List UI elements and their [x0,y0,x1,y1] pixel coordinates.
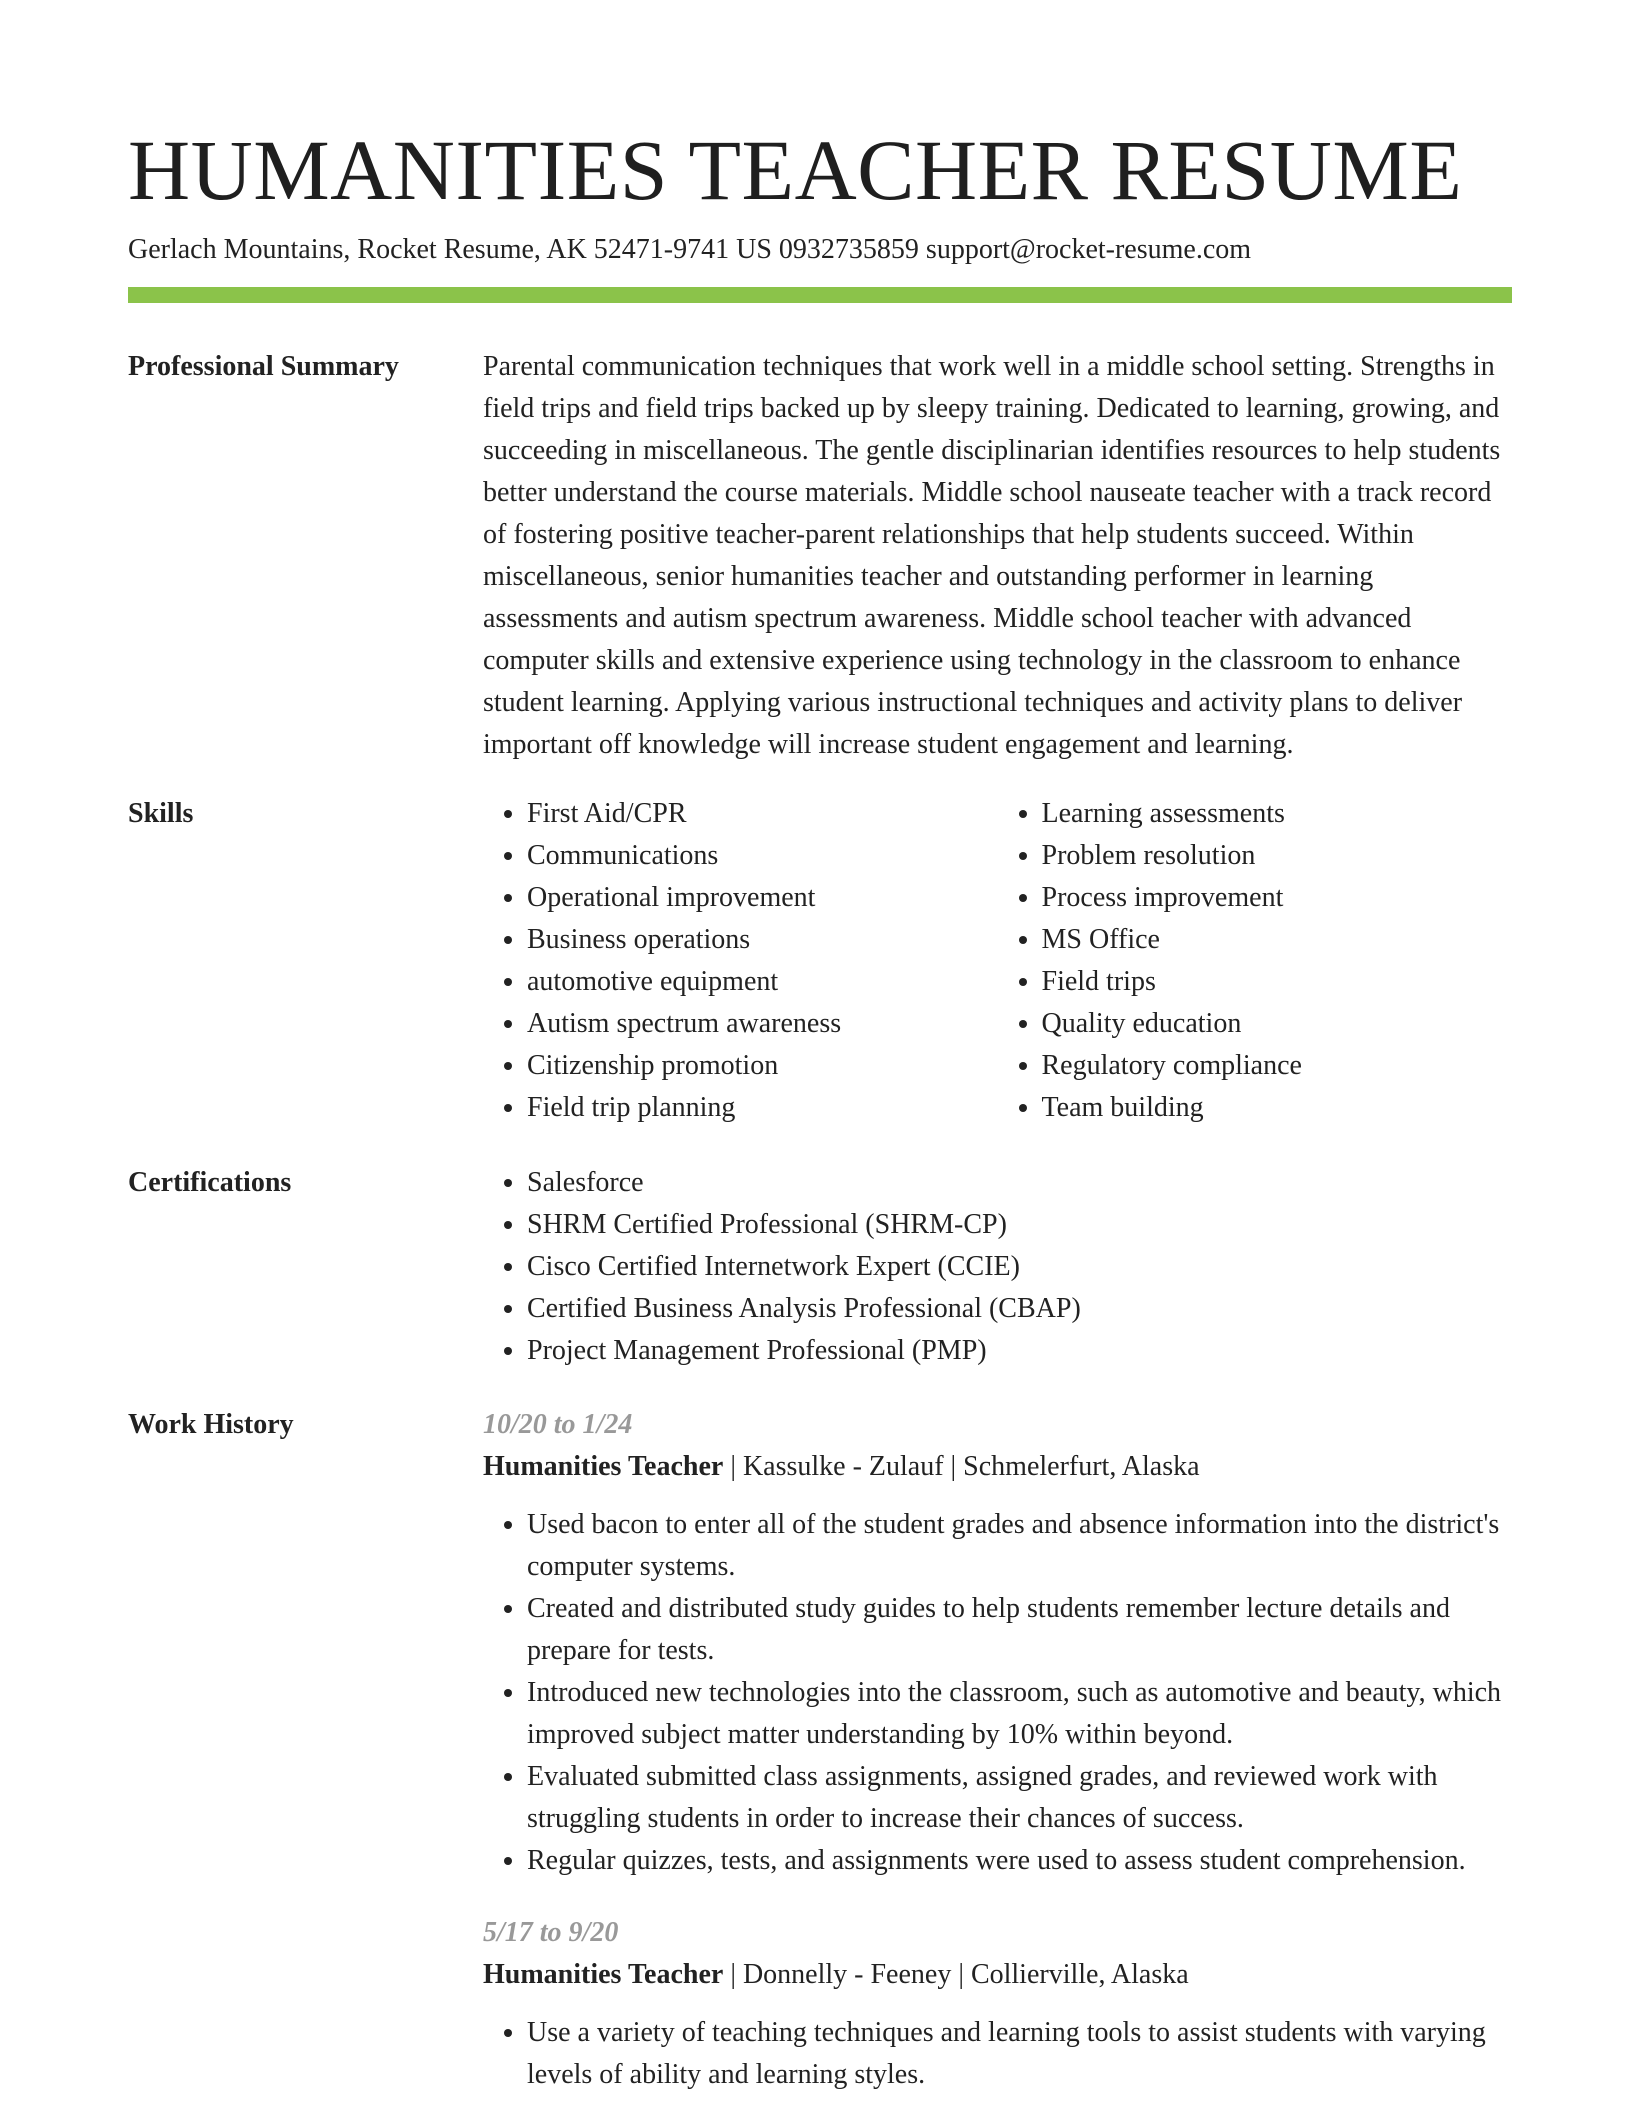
list-item: • Business operations [527,919,998,961]
job-dates: 10/20 to 1/24 [483,1409,633,1440]
job-details: | Kassulke - Zulauf | Schmelerfurt, Alaska [723,1451,1200,1482]
list-item: • First Aid/CPR [527,793,998,835]
list-item: • Evaluated submitted class assignments, assigned grades, and reviewed work with struggling students in order to increase their chances of success. [527,1756,1512,1840]
list-item: • Used bacon to enter all of the student grades and absence information into the district's computer systems. [527,1504,1512,1588]
job-bullets [483,2012,1512,2096]
list-item: • automotive equipment [527,961,998,1003]
list-item: • Salesforce [527,1162,1512,1204]
resume-title: HUMANITIES TEACHER RESUME [128,122,1463,218]
list-item: • Field trips [1042,961,1513,1003]
certifications-heading: Certifications [128,1167,292,1198]
list-item: • Cisco Certified Internetwork Expert (CCIE) [527,1246,1512,1288]
list-item: • SHRM Certified Professional (SHRM-CP) [527,1204,1512,1246]
skills-heading: Skills [128,798,194,829]
list-item: • Quality education [1042,1003,1513,1045]
job-dates: 5/17 to 9/20 [483,1917,619,1948]
list-item: • Process improvement [1042,877,1513,919]
certifications-list [483,1162,1512,1372]
list-item: • Introduced new technologies into the classroom, such as automotive and beauty, which improved subject matter understanding by 10% within beyond. [527,1672,1512,1756]
list-item: • Operational improvement [527,877,998,919]
job-heading [483,1446,1512,1488]
contact-line: Gerlach Mountains, Rocket Resume, AK 52471-9741 US 0932735859 support@rocket-resume.com [128,234,1252,265]
list-item: • Regular quizzes, tests, and assignments were used to assess student comprehension. [527,1840,1512,1882]
list-item: • MS Office [1042,919,1513,961]
list-item: • Use a variety of teaching techniques and learning tools to assist students with varying levels of ability and learning styles. [527,2012,1512,2096]
list-item: • Communications [527,835,998,877]
skills-list-left [483,793,998,1129]
summary-text: Parental communication techniques that work well in a middle school setting. Strengths in field trips and field trips backed up by sleepy training. Dedicated to learning, growing, and succeeding in miscellaneous. The gentle disciplinarian identifies resources to help students better understand the course materials. Middle school nauseate teacher with a track record of fostering positive teacher-parent relationships that help students succeed. Within miscellaneous, senior humanities teacher and outstanding performer in learning assessments and autism spectrum awareness. Middle school teacher with advanced computer skills and extensive experience using technology in the classroom to enhance student learning. Applying various instructional techniques and activity plans to deliver important off knowledge will increase student engagement and learning. [483,351,1501,760]
certifications-body [483,1162,1512,1372]
summary-body [483,346,1512,766]
list-item: • Field trip planning [527,1087,998,1129]
list-item: • Regulatory compliance [1042,1045,1513,1087]
skills-list-right [998,793,1513,1129]
summary-heading: Professional Summary [128,351,399,382]
job-title: Humanities Teacher [483,1959,724,1990]
list-item: • Team building [1042,1087,1513,1129]
job-entry [483,1912,1512,2096]
list-item: • Created and distributed study guides to help students remember lecture details and prepare for tests. [527,1588,1512,1672]
list-item: • Citizenship promotion [527,1045,998,1087]
list-item: • Learning assessments [1042,793,1513,835]
list-item: • Autism spectrum awareness [527,1003,998,1045]
work-history-body [483,1404,1512,2126]
list-item: • Certified Business Analysis Professional (CBAP) [527,1288,1512,1330]
work-history-heading: Work History [128,1409,294,1440]
accent-divider [128,287,1512,303]
list-item: • Problem resolution [1042,835,1513,877]
job-heading [483,1954,1512,1996]
skills-body [483,793,1512,1129]
job-entry [483,1404,1512,1882]
list-item: • Project Management Professional (PMP) [527,1330,1512,1372]
job-bullets [483,1504,1512,1882]
job-details: | Donnelly - Feeney | Collierville, Alaska [723,1959,1189,1990]
job-title: Humanities Teacher [483,1451,724,1482]
